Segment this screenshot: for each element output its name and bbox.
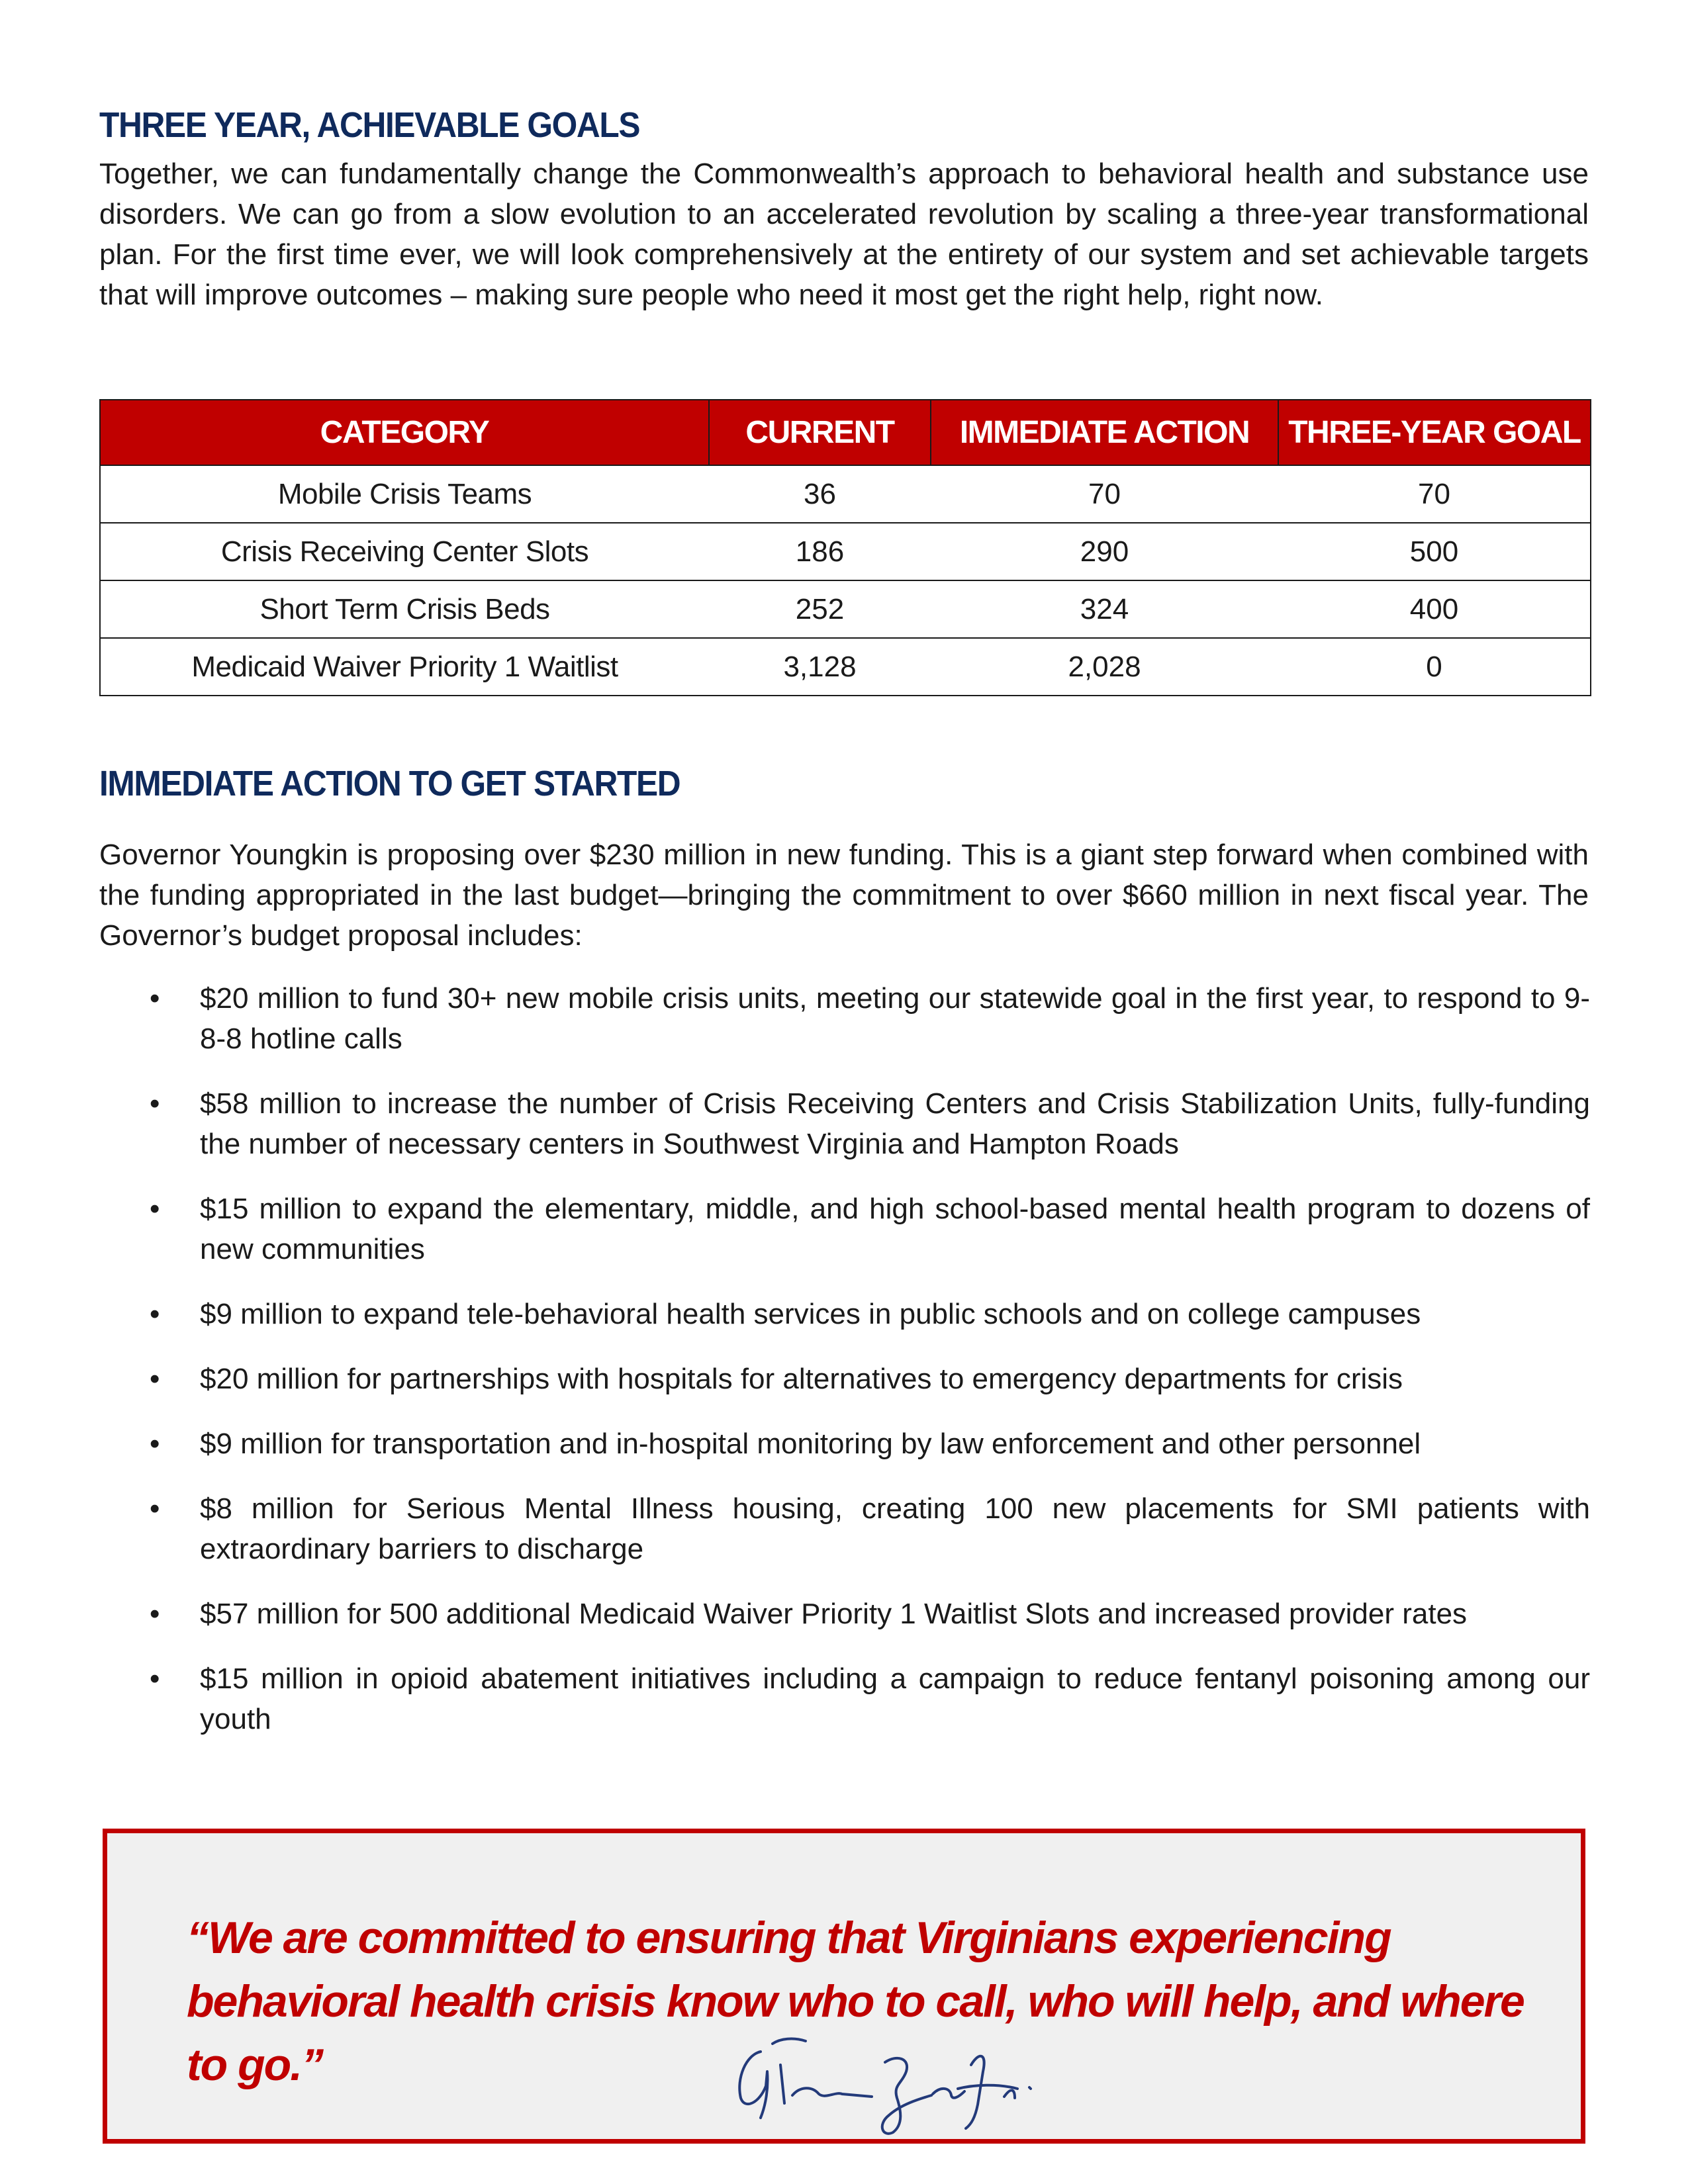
governor-quote: “We are committed to ensuring that Virginians experiencing behavioral health crisis know who to call, who will help, and where to go.” — [187, 1913, 1524, 2090]
bullet-icon: • — [150, 1363, 160, 1395]
list-item-text: $20 million for partnerships with hospitals for alternatives to emergency departments for crisis — [200, 1363, 1403, 1395]
current-cell: 252 — [709, 580, 931, 638]
three-year-goal-cell: 400 — [1278, 580, 1591, 638]
list-item — [99, 1424, 1590, 1464]
list-item — [99, 1594, 1590, 1634]
column-header-three-year-goal: THREE-YEAR GOAL — [1278, 400, 1591, 465]
table-row — [100, 523, 1591, 580]
category-cell: Short Term Crisis Beds — [100, 580, 709, 638]
goals-table-header-row — [100, 400, 1591, 465]
table-row — [100, 580, 1591, 638]
list-item — [99, 1488, 1590, 1569]
column-header-immediate-action: IMMEDIATE ACTION — [931, 400, 1278, 465]
immediate-action-cell: 70 — [931, 465, 1278, 523]
table-row — [100, 638, 1591, 696]
bullet-icon: • — [150, 1193, 160, 1225]
three-year-goal-cell: 0 — [1278, 638, 1591, 696]
category-cell: Mobile Crisis Teams — [100, 465, 709, 523]
immediate-action-heading: IMMEDIATE ACTION TO GET STARTED — [99, 764, 680, 803]
bullet-icon: • — [150, 1428, 160, 1460]
column-header-current: CURRENT — [709, 400, 931, 465]
immediate-action-cell: 324 — [931, 580, 1278, 638]
current-cell: 36 — [709, 465, 931, 523]
list-item-text: $15 million in opioid abatement initiatives including a campaign to reduce fentanyl poisoning among our youth — [200, 1662, 1590, 1735]
three-year-goal-cell: 70 — [1278, 465, 1591, 523]
immediate-action-intro-paragraph: Governor Youngkin is proposing over $230 million in new funding. This is a giant step forward when combined with the funding appropriated in the last budget—bringing the commitment to over $660 million in next fiscal year. The Governor’s budget proposal includes: — [99, 839, 1589, 952]
bullet-icon: • — [150, 1598, 160, 1630]
current-cell: 186 — [709, 523, 931, 580]
bullet-icon: • — [150, 1492, 160, 1525]
list-item — [99, 1189, 1590, 1269]
table-row — [100, 465, 1591, 523]
list-item-text: $9 million to expand tele-behavioral health services in public schools and on college campuses — [200, 1298, 1421, 1330]
bullet-icon: • — [150, 982, 160, 1015]
list-item — [99, 978, 1590, 1059]
signature-icon — [720, 2025, 1090, 2138]
goals-intro-paragraph: Together, we can fundamentally change the Commonwealth’s approach to behavioral health and substance use disorders. We can go from a slow evolution to an accelerated revolution by scaling a three-year transformational plan. For the first time ever, we will look comprehensively at the entirety of our system and set achievable targets that will improve outcomes – making sure people who need it most get the right help, right now. — [99, 158, 1589, 311]
list-item-text: $57 million for 500 additional Medicaid Waiver Priority 1 Waitlist Slots and increased provider rates — [200, 1598, 1468, 1630]
current-cell: 3,128 — [709, 638, 931, 696]
list-item-text: $9 million for transportation and in-hospital monitoring by law enforcement and other personnel — [200, 1428, 1421, 1460]
bullet-icon: • — [150, 1298, 160, 1330]
goals-table — [99, 399, 1591, 696]
list-item-text: $58 million to increase the number of Crisis Receiving Centers and Crisis Stabilization Units, fully-funding the number of necessary centers in Southwest Virginia and Hampton Roads — [200, 1087, 1590, 1160]
list-item — [99, 1083, 1590, 1164]
budget-proposal-list — [99, 978, 1590, 1764]
list-item-text: $20 million to fund 30+ new mobile crisis units, meeting our statewide goal in the first year, to respond to 9-8-8 hotline calls — [200, 982, 1590, 1055]
category-cell: Medicaid Waiver Priority 1 Waitlist — [100, 638, 709, 696]
quote-box — [103, 1829, 1585, 2144]
column-header-category: CATEGORY — [100, 400, 709, 465]
category-cell: Crisis Receiving Center Slots — [100, 523, 709, 580]
immediate-action-cell: 2,028 — [931, 638, 1278, 696]
list-item-text: $8 million for Serious Mental Illness housing, creating 100 new placements for SMI patients with extraordinary barriers to discharge — [200, 1492, 1590, 1565]
goals-heading: THREE YEAR, ACHIEVABLE GOALS — [99, 105, 640, 145]
three-year-goal-cell: 500 — [1278, 523, 1591, 580]
list-item-text: $15 million to expand the elementary, middle, and high school-based mental health program to dozens of new communities — [200, 1193, 1590, 1265]
bullet-icon: • — [150, 1662, 160, 1695]
bullet-icon: • — [150, 1087, 160, 1120]
immediate-action-cell: 290 — [931, 523, 1278, 580]
list-item — [99, 1294, 1590, 1334]
list-item — [99, 1359, 1590, 1399]
list-item — [99, 1659, 1590, 1739]
